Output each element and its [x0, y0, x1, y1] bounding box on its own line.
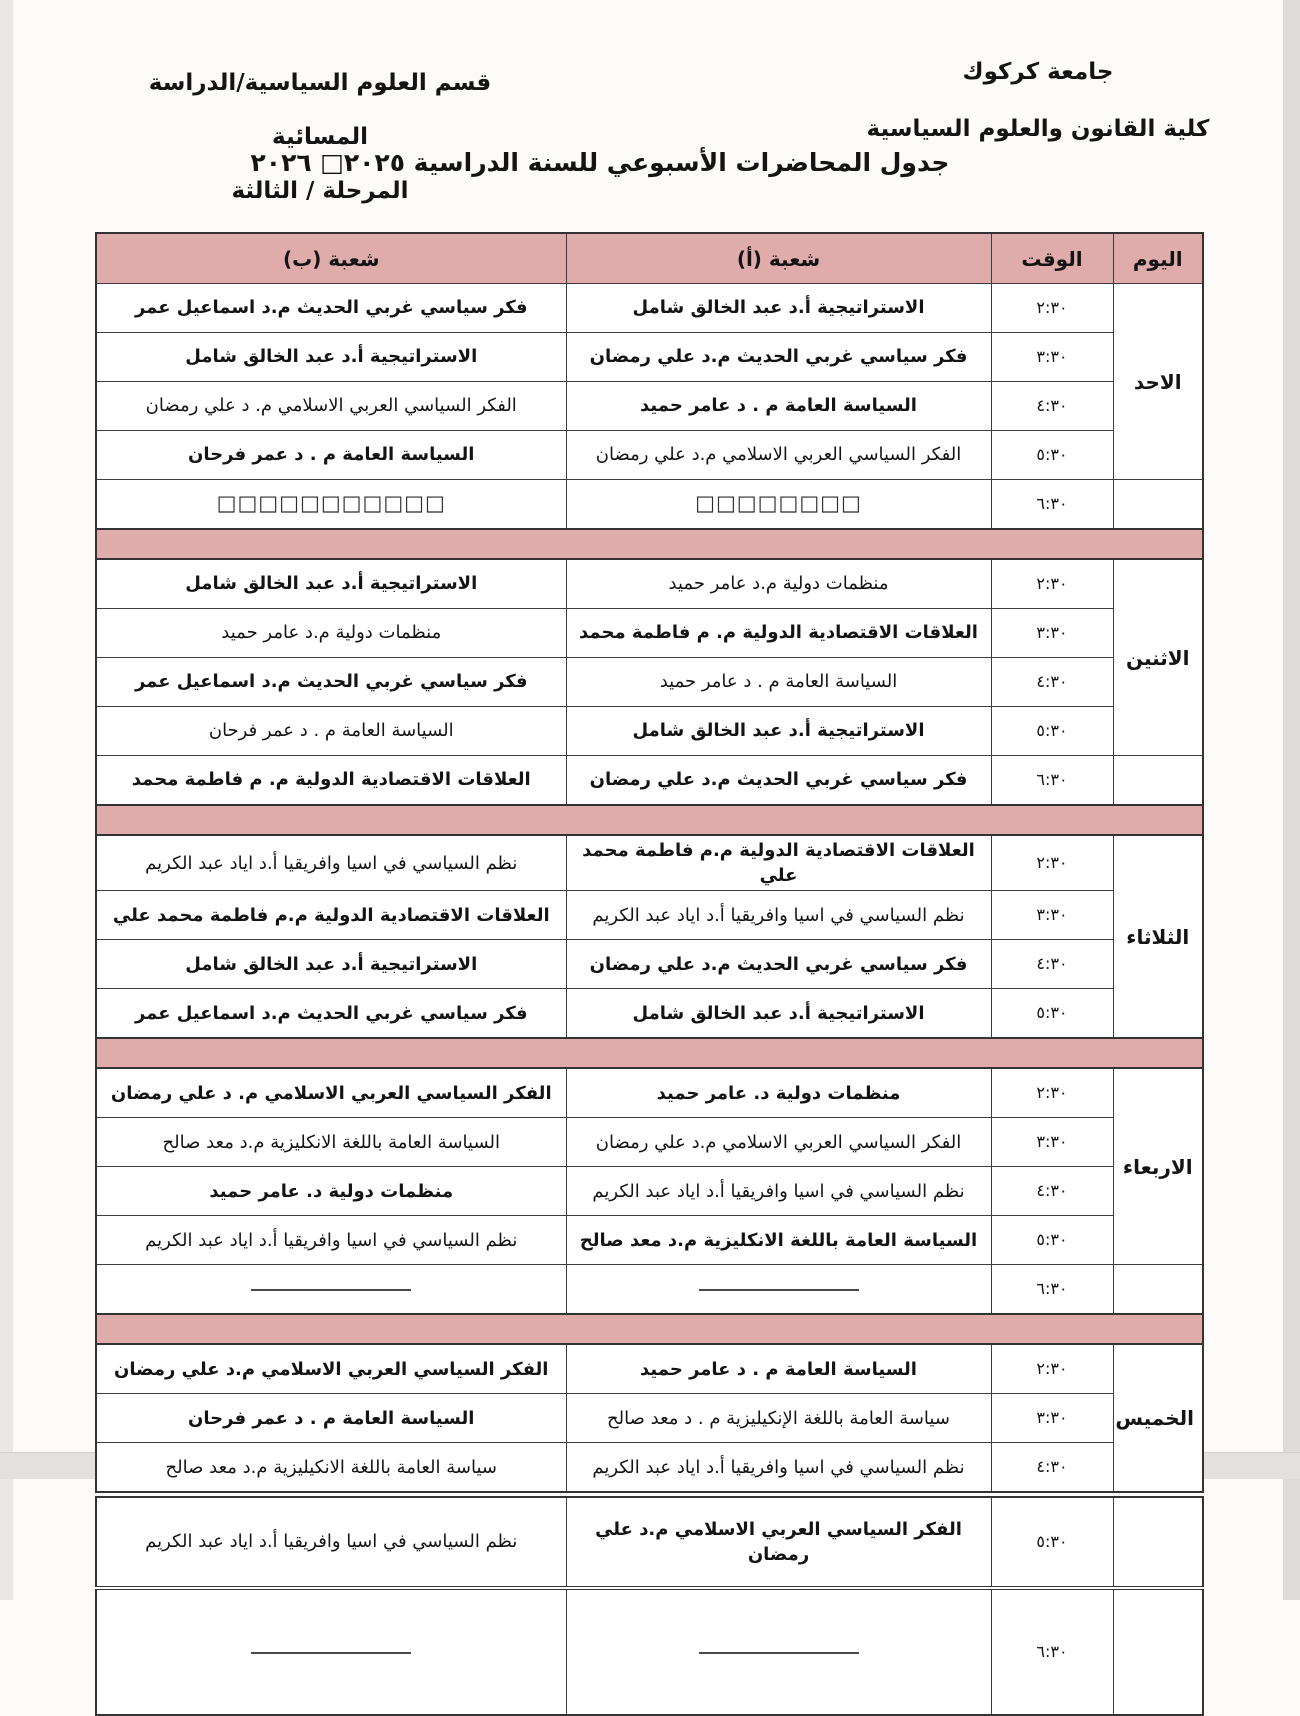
time-cell: ٣:٣٠ [991, 1118, 1113, 1167]
blank-line [699, 1288, 859, 1291]
schedule-row [96, 835, 1203, 891]
day-separator-row [96, 805, 1203, 835]
section-a-cell: فكر سياسي غربي الحديث م.د علي رمضان [566, 756, 991, 806]
day-separator-row [96, 1314, 1203, 1344]
section-b-cell: فكر سياسي غربي الحديث م.د اسماعيل عمر [96, 989, 566, 1039]
day-separator-cell [96, 529, 1203, 559]
day-cell: الاربعاء [1113, 1068, 1203, 1265]
blank-line [251, 1651, 411, 1654]
time-cell: ٢:٣٠ [991, 559, 1113, 609]
section-a-cell: السياسة العامة م . د عامر حميد [566, 1344, 991, 1394]
section-b-cell: منظمات دولية د. عامر حميد [96, 1167, 566, 1216]
column-header-time: الوقت [991, 233, 1113, 284]
schedule-row [96, 1118, 1203, 1167]
time-cell: ٢:٣٠ [991, 1068, 1113, 1118]
section-b-cell: □□□□□□□□□□□ [96, 480, 566, 530]
schedule-table-continuation [95, 1496, 1204, 1716]
schedule-row [96, 1068, 1203, 1118]
section-b-cell: الفكر السياسي العربي الاسلامي م. د علي رمضان [96, 382, 566, 431]
section-b-cell: الفكر السياسي العربي الاسلامي م. د علي رمضان [96, 1068, 566, 1118]
time-cell: ٢:٣٠ [991, 1344, 1113, 1394]
section-a-cell: نظم السياسي في اسيا وافريقيا أ.د اياد عبد الكريم [566, 1167, 991, 1216]
department-name: قسم العلوم السياسية/الدراسة المسائية [148, 70, 492, 150]
schedule-row [96, 559, 1203, 609]
section-a-cell: الفكر السياسي العربي الاسلامي م.د علي رمضان [566, 1497, 991, 1588]
time-cell: ٥:٣٠ [991, 707, 1113, 756]
schedule-row [96, 1497, 1203, 1588]
section-b-cell: نظم السياسي في اسيا وافريقيا أ.د اياد عبد الكريم [96, 835, 566, 891]
time-cell: ٥:٣٠ [991, 1497, 1113, 1588]
section-b-cell: السياسة العامة باللغة الانكليزية م.د معد صالح [96, 1118, 566, 1167]
schedule-table [95, 232, 1204, 1493]
section-b-cell: السياسة العامة م . د عمر فرحان [96, 707, 566, 756]
schedule-row [96, 940, 1203, 989]
table-header-row [96, 233, 1203, 284]
section-a-cell [566, 1588, 991, 1715]
day-cell-empty [1113, 1588, 1203, 1715]
schedule-row [96, 382, 1203, 431]
schedule-row [96, 756, 1203, 806]
time-cell: ٤:٣٠ [991, 940, 1113, 989]
schedule-row [96, 1167, 1203, 1216]
day-cell-empty [1113, 1497, 1203, 1588]
blank-line [251, 1288, 411, 1291]
time-cell: ٤:٣٠ [991, 1167, 1113, 1216]
stage-label: المرحلة / الثالثة [231, 178, 409, 204]
schedule-row [96, 989, 1203, 1039]
time-cell: ٤:٣٠ [991, 1443, 1113, 1493]
scan-edge-left [0, 0, 13, 1600]
time-cell: ٦:٣٠ [991, 1265, 1113, 1315]
schedule-row [96, 609, 1203, 658]
section-a-cell: نظم السياسي في اسيا وافريقيا أ.د اياد عبد الكريم [566, 1443, 991, 1493]
schedule-row [96, 480, 1203, 530]
section-a-cell: □□□□□□□□ [566, 480, 991, 530]
scan-edge-right [1283, 0, 1300, 1600]
time-cell: ٦:٣٠ [991, 480, 1113, 530]
day-separator-cell [96, 1038, 1203, 1068]
column-header-day: اليوم [1113, 233, 1203, 284]
section-a-cell: السياسة العامة م . د عامر حميد [566, 382, 991, 431]
section-b-cell: فكر سياسي غربي الحديث م.د اسماعيل عمر [96, 284, 566, 333]
time-cell: ٣:٣٠ [991, 609, 1113, 658]
schedule-row [96, 1216, 1203, 1265]
column-header-section-b: شعبة (ب) [96, 233, 566, 284]
university-name: جامعة كركوك [962, 59, 1114, 85]
section-b-cell: نظم السياسي في اسيا وافريقيا أ.د اياد عبد الكريم [96, 1497, 566, 1588]
section-b-cell: العلاقات الاقتصادية الدولية م. م فاطمة محمد [96, 756, 566, 806]
time-cell: ٣:٣٠ [991, 891, 1113, 940]
section-b-cell: الاستراتيجية أ.د عبد الخالق شامل [96, 333, 566, 382]
section-b-cell: فكر سياسي غربي الحديث م.د اسماعيل عمر [96, 658, 566, 707]
day-cell: الخميس [1113, 1344, 1203, 1492]
header-department-block [108, 56, 532, 218]
time-cell: ٤:٣٠ [991, 382, 1113, 431]
section-b-cell [96, 1265, 566, 1315]
time-cell: ٢:٣٠ [991, 835, 1113, 891]
section-a-cell: نظم السياسي في اسيا وافريقيا أ.د اياد عبد الكريم [566, 891, 991, 940]
day-separator-row [96, 1038, 1203, 1068]
time-cell: ٥:٣٠ [991, 1216, 1113, 1265]
day-cell-empty [1113, 1265, 1203, 1315]
section-b-cell: سياسة العامة باللغة الانكيليزية م.د معد صالح [96, 1443, 566, 1493]
schedule-row [96, 284, 1203, 333]
time-cell: ٦:٣٠ [991, 756, 1113, 806]
schedule-row [96, 1588, 1203, 1715]
day-separator-cell [96, 1314, 1203, 1344]
day-cell: الاحد [1113, 284, 1203, 480]
section-a-cell: السياسة العامة باللغة الانكليزية م.د معد صالح [566, 1216, 991, 1265]
section-a-cell: منظمات دولية د. عامر حميد [566, 1068, 991, 1118]
section-a-cell: الاستراتيجية أ.د عبد الخالق شامل [566, 707, 991, 756]
day-separator-row [96, 529, 1203, 559]
section-a-cell: الفكر السياسي العربي الاسلامي م.د علي رمضان [566, 431, 991, 480]
section-a-cell: الفكر السياسي العربي الاسلامي م.د علي رمضان [566, 1118, 991, 1167]
section-b-cell: العلاقات الاقتصادية الدولية م.م فاطمة محمد علي [96, 891, 566, 940]
section-b-cell: الاستراتيجية أ.د عبد الخالق شامل [96, 559, 566, 609]
day-cell-empty [1113, 756, 1203, 806]
section-b-cell: الاستراتيجية أ.د عبد الخالق شامل [96, 940, 566, 989]
section-a-cell: فكر سياسي غربي الحديث م.د علي رمضان [566, 333, 991, 382]
time-cell: ٢:٣٠ [991, 284, 1113, 333]
college-name: كلية القانون والعلوم السياسية [866, 116, 1210, 142]
section-a-cell: العلاقات الاقتصادية الدولية م. م فاطمة محمد [566, 609, 991, 658]
day-cell: الاثنين [1113, 559, 1203, 756]
time-cell: ٥:٣٠ [991, 431, 1113, 480]
schedule-row [96, 431, 1203, 480]
schedule-row [96, 1344, 1203, 1394]
section-a-cell: العلاقات الاقتصادية الدولية م.م فاطمة محمد علي [566, 835, 991, 891]
schedule-row [96, 707, 1203, 756]
section-a-cell: منظمات دولية م.د عامر حميد [566, 559, 991, 609]
section-b-cell [96, 1588, 566, 1715]
section-a-cell: فكر سياسي غربي الحديث م.د علي رمضان [566, 940, 991, 989]
section-a-cell: سياسة العامة باللغة الإنكيليزية م . د معد صالح [566, 1394, 991, 1443]
section-b-cell: السياسة العامة م . د عمر فرحان [96, 1394, 566, 1443]
schedule-row [96, 891, 1203, 940]
day-cell: الثلاثاء [1113, 835, 1203, 1038]
section-a-cell [566, 1265, 991, 1315]
section-a-cell: الاستراتيجية أ.د عبد الخالق شامل [566, 284, 991, 333]
schedule-row [96, 658, 1203, 707]
section-b-cell: الفكر السياسي العربي الاسلامي م.د علي رمضان [96, 1344, 566, 1394]
section-a-cell: السياسة العامة م . د عامر حميد [566, 658, 991, 707]
time-cell: ٣:٣٠ [991, 1394, 1113, 1443]
section-a-cell: الاستراتيجية أ.د عبد الخالق شامل [566, 989, 991, 1039]
time-cell: ٣:٣٠ [991, 333, 1113, 382]
section-b-cell: منظمات دولية م.د عامر حميد [96, 609, 566, 658]
schedule-row [96, 333, 1203, 382]
time-cell: ٤:٣٠ [991, 658, 1113, 707]
time-cell: ٦:٣٠ [991, 1588, 1113, 1715]
section-b-cell: السياسة العامة م . د عمر فرحان [96, 431, 566, 480]
day-separator-cell [96, 805, 1203, 835]
schedule-row [96, 1443, 1203, 1493]
header-university-block [838, 44, 1238, 158]
day-cell-empty [1113, 480, 1203, 530]
blank-line [699, 1651, 859, 1654]
column-header-section-a: شعبة (أ) [566, 233, 991, 284]
schedule-title: جدول المحاضرات الأسبوعي للسنة الدراسية ٢٠٢٥□ ٢٠٢٦ [250, 148, 950, 177]
schedule-row [96, 1265, 1203, 1315]
schedule-row [96, 1394, 1203, 1443]
time-cell: ٥:٣٠ [991, 989, 1113, 1039]
section-b-cell: نظم السياسي في اسيا وافريقيا أ.د اياد عبد الكريم [96, 1216, 566, 1265]
